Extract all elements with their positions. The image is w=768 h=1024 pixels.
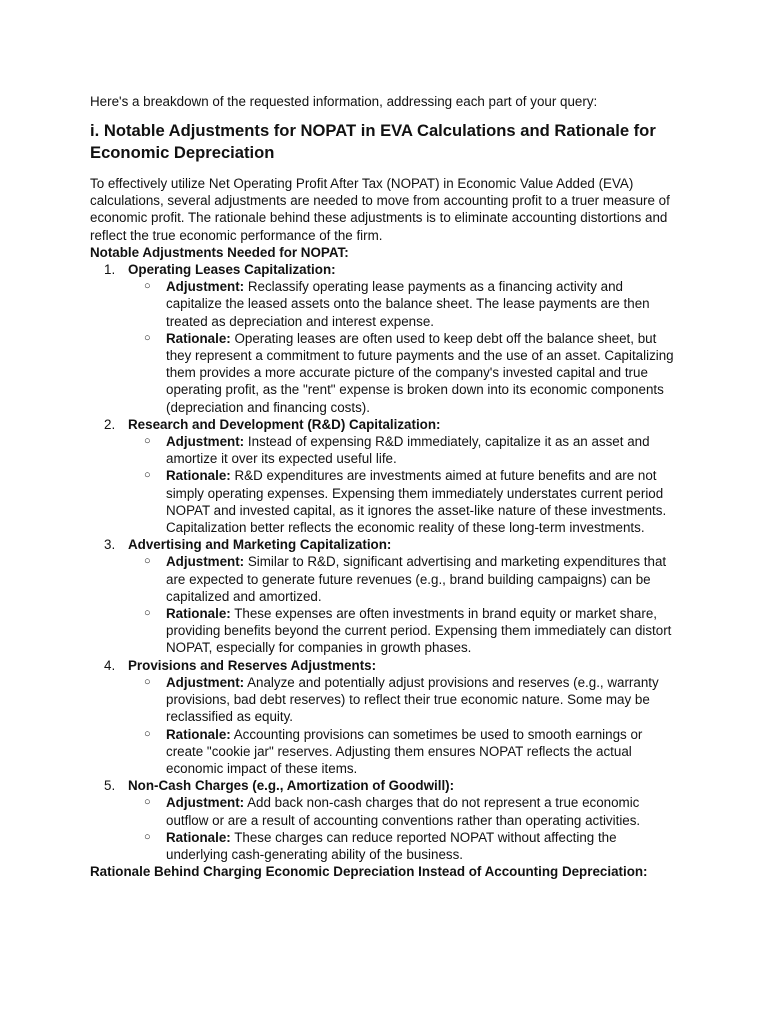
sub-list-item: [128, 553, 680, 605]
bullet-text: Accounting provisions can sometimes be used to smooth earnings or create "cookie jar" reserves. Adjusting them ensures NOPAT reflects the actual economic impact of these items.: [166, 726, 643, 776]
bullet-icon: ○: [144, 796, 151, 809]
sub-list-item: [128, 726, 680, 778]
bullet-label: Rationale:: [166, 468, 231, 484]
item-number: 5.: [104, 778, 116, 794]
intro-text: Here's a breakdown of the requested information, addressing each part of your query:: [90, 94, 598, 109]
bullet-text: R&D expenditures are investments aimed at future benefits and are not simply operating expenses. Expensing them immediately understates current period NOPAT and invested capital, as it ignores the asset-like nature of these investments. Capitalization better reflects the economic reality of these long-term investments.: [166, 468, 667, 536]
bullet-icon: ○: [144, 675, 151, 688]
bullet-icon: ○: [144, 435, 151, 448]
bullet-label: Adjustment:: [166, 279, 245, 295]
bullet-text: Similar to R&D, significant advertising and marketing expenditures that are expected to generate future revenues (e.g., brand building campaigns) can be capitalized and amortized.: [166, 554, 667, 604]
bullet-label: Adjustment:: [166, 674, 245, 690]
list-item: [90, 657, 680, 777]
list-item: [90, 416, 680, 536]
bullet-label: Adjustment:: [166, 795, 245, 811]
bullet-text: Instead of expensing R&D immediately, capitalize it as an asset and amortize it over its expected useful life.: [166, 434, 650, 467]
final-heading: Rationale Behind Charging Economic Depreciation Instead of Accounting Depreciation:: [90, 864, 648, 880]
list-item: [90, 777, 680, 863]
item-title: Non-Cash Charges (e.g., Amortization of Goodwill):: [128, 778, 455, 794]
sub-list-item: [128, 829, 680, 863]
bullet-label: Adjustment:: [166, 554, 245, 570]
section-heading: i. Notable Adjustments for NOPAT in EVA Calculations and Rationale for Economic Depreciation: [90, 121, 656, 162]
item-number: 4.: [104, 657, 116, 673]
list-item: [90, 261, 680, 416]
sub-list-item: [128, 330, 680, 416]
sub-list: [128, 278, 680, 416]
item-title: Advertising and Marketing Capitalization:: [128, 537, 392, 553]
bullet-icon: ○: [144, 280, 151, 293]
bullet-icon: ○: [144, 555, 151, 568]
bullet-text: Add back non-cash charges that do not represent a true economic outflow or are a result of accounting conventions rather than operating activities.: [166, 795, 641, 828]
bullet-text: Analyze and potentially adjust provisions and reserves (e.g., warranty provisions, bad debt reserves) to reflect their true economic nature. Some may be reclassified as equity.: [166, 674, 659, 725]
bullet-label: Rationale:: [166, 330, 231, 346]
sub-list-item: [128, 794, 680, 828]
bullet-icon: ○: [144, 331, 151, 344]
bullet-icon: ○: [144, 607, 151, 620]
item-title: Research and Development (R&D) Capitalization:: [128, 416, 441, 432]
bullet-text: Operating leases are often used to keep debt off the balance sheet, but they represent a commitment to future payments and the use of an asset. Capitalizing them provides a more accurate picture of the company's invested capital and true operating profit, as the "rent" expense is broken down into its economic components (depreciation and financing costs).: [166, 330, 674, 415]
item-number: 1.: [104, 262, 116, 278]
bullet-label: Rationale:: [166, 726, 231, 742]
sub-list-item: [128, 467, 680, 536]
sub-list-item: [128, 278, 680, 330]
sub-list: [128, 553, 680, 656]
section-paragraph: To effectively utilize Net Operating Profit After Tax (NOPAT) in Economic Value Added (EVA) calculations, several adjustments are needed to move from accounting profit to a truer measure of economic profit. The rationale behind these adjustments is to eliminate accounting distortions and reflect the true economic performance of the firm.: [90, 176, 670, 243]
bullet-text: Reclassify operating lease payments as a financing activity and capitalize the leased assets onto the balance sheet. The lease payments are then treated as depreciation and interest expense.: [166, 279, 650, 329]
list-heading: Notable Adjustments Needed for NOPAT:: [90, 244, 349, 260]
list-item: [90, 536, 680, 656]
bullet-label: Rationale:: [166, 606, 231, 622]
bullet-icon: ○: [144, 469, 151, 482]
item-number: 2.: [104, 416, 116, 432]
adjustments-list: [90, 261, 680, 863]
sub-list-item: [128, 605, 680, 657]
sub-list: [128, 674, 680, 777]
bullet-label: Adjustment:: [166, 434, 245, 450]
item-title: Provisions and Reserves Adjustments:: [128, 657, 377, 673]
sub-list: [128, 433, 680, 536]
bullet-icon: ○: [144, 727, 151, 740]
bullet-icon: ○: [144, 830, 151, 843]
bullet-text: These charges can reduce reported NOPAT without affecting the underlying cash-generating ability of the business.: [166, 829, 617, 862]
sub-list-item: [128, 433, 680, 467]
item-number: 3.: [104, 537, 116, 553]
sub-list-item: [128, 674, 680, 726]
item-title: Operating Leases Capitalization:: [128, 262, 336, 278]
document-page: [90, 93, 680, 880]
bullet-label: Rationale:: [166, 829, 231, 845]
sub-list: [128, 794, 680, 863]
bullet-text: These expenses are often investments in brand equity or market share, providing benefits beyond the current period. Expensing them immediately can distort NOPAT, especially for companies in growth phases.: [166, 606, 672, 656]
